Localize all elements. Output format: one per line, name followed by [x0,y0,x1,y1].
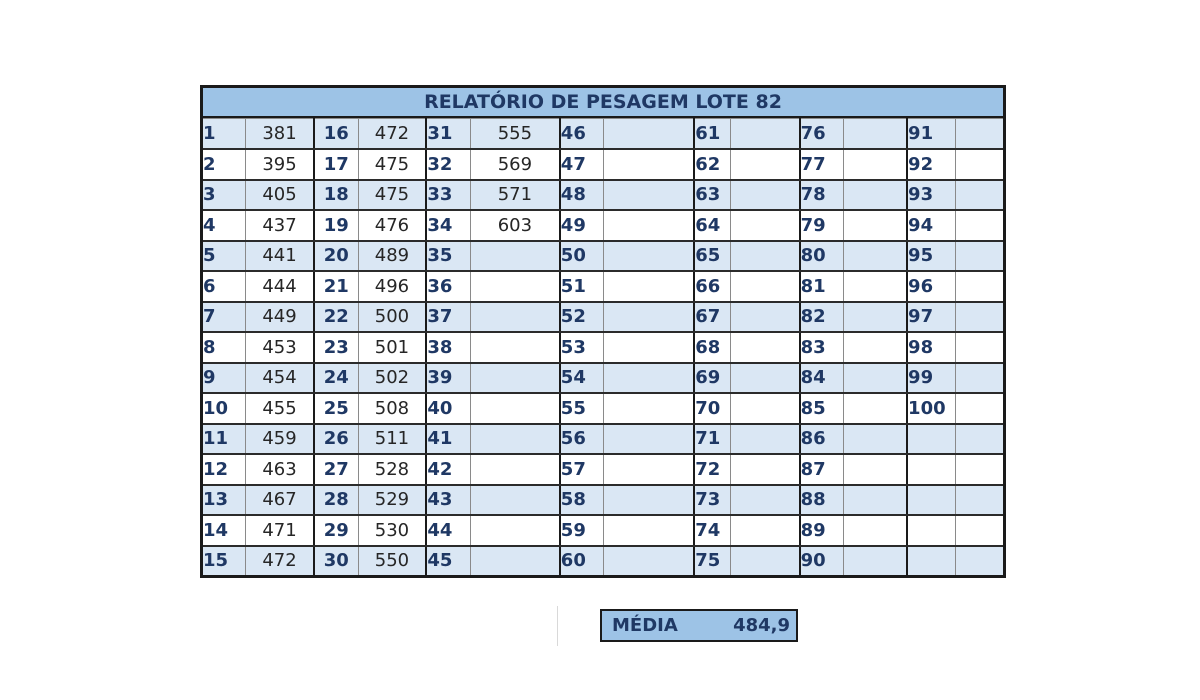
animal-number: 58 [560,485,604,516]
weight-value [955,363,1004,394]
weight-value [955,149,1004,180]
animal-number: 92 [907,149,955,180]
animal-number: 10 [202,393,246,424]
weight-value [470,424,559,455]
average-label: MÉDIA [612,615,678,636]
weight-value: 508 [358,393,426,424]
weight-value: 550 [358,546,426,577]
weight-value [955,119,1004,150]
weight-value [730,393,799,424]
weight-value: 475 [358,180,426,211]
animal-number: 69 [694,363,730,394]
weight-value: 529 [358,485,426,516]
weight-value [844,271,907,302]
animal-number: 30 [314,546,358,577]
animal-number: 24 [314,363,358,394]
animal-number: 57 [560,454,604,485]
animal-number: 64 [694,210,730,241]
table-row [202,241,1005,272]
animal-number: 17 [314,149,358,180]
animal-number: 38 [426,332,470,363]
weight-value [604,454,694,485]
animal-number: 86 [800,424,844,455]
table-row [202,210,1005,241]
animal-number: 37 [426,302,470,333]
weight-value [955,424,1004,455]
table-row [202,119,1005,150]
animal-number: 94 [907,210,955,241]
animal-number: 1 [202,119,246,150]
animal-number: 73 [694,485,730,516]
weight-value: 454 [246,363,314,394]
animal-number: 26 [314,424,358,455]
animal-number: 43 [426,485,470,516]
animal-number: 27 [314,454,358,485]
weight-value [844,119,907,150]
average-value: 484,9 [733,615,790,636]
weight-value [470,363,559,394]
weight-value [604,210,694,241]
animal-number: 52 [560,302,604,333]
animal-number: 9 [202,363,246,394]
animal-number: 97 [907,302,955,333]
weight-value [604,424,694,455]
table-row [202,363,1005,394]
weight-value: 463 [246,454,314,485]
weight-value [604,241,694,272]
animal-number: 42 [426,454,470,485]
weight-value: 453 [246,332,314,363]
weight-value [730,424,799,455]
animal-number: 100 [907,393,955,424]
weight-value [844,546,907,577]
weight-value [955,515,1004,546]
weight-value: 405 [246,180,314,211]
weight-value [955,210,1004,241]
weight-value [844,424,907,455]
table-row [202,302,1005,333]
animal-number: 76 [800,119,844,150]
animal-number: 96 [907,271,955,302]
weight-value [844,302,907,333]
animal-number [907,485,955,516]
animal-number: 36 [426,271,470,302]
animal-number: 18 [314,180,358,211]
animal-number: 21 [314,271,358,302]
weight-value: 475 [358,149,426,180]
weight-value: 472 [246,546,314,577]
animal-number: 3 [202,180,246,211]
animal-number: 54 [560,363,604,394]
animal-number: 48 [560,180,604,211]
animal-number: 16 [314,119,358,150]
weight-value [730,271,799,302]
animal-number: 49 [560,210,604,241]
weight-value [604,149,694,180]
table-row [202,332,1005,363]
animal-number: 41 [426,424,470,455]
animal-number: 31 [426,119,470,150]
weight-value [844,454,907,485]
weight-value [604,393,694,424]
weight-value [604,180,694,211]
weight-value: 381 [246,119,314,150]
weight-value: 472 [358,119,426,150]
weight-value: 500 [358,302,426,333]
animal-number: 19 [314,210,358,241]
animal-number: 79 [800,210,844,241]
table-row [202,393,1005,424]
weight-value: 530 [358,515,426,546]
weight-value: 437 [246,210,314,241]
animal-number: 44 [426,515,470,546]
weight-value: 502 [358,363,426,394]
weight-value: 496 [358,271,426,302]
animal-number: 56 [560,424,604,455]
animal-number: 20 [314,241,358,272]
animal-number: 62 [694,149,730,180]
animal-number: 11 [202,424,246,455]
weight-value [604,546,694,577]
weight-value [844,149,907,180]
animal-number: 87 [800,454,844,485]
animal-number: 4 [202,210,246,241]
weight-value: 471 [246,515,314,546]
animal-number: 8 [202,332,246,363]
animal-number: 84 [800,363,844,394]
animal-number: 15 [202,546,246,577]
animal-number: 23 [314,332,358,363]
animal-number: 88 [800,485,844,516]
table-row [202,424,1005,455]
animal-number: 22 [314,302,358,333]
animal-number [907,546,955,577]
animal-number: 95 [907,241,955,272]
animal-number: 71 [694,424,730,455]
weight-value: 528 [358,454,426,485]
animal-number: 55 [560,393,604,424]
weight-value [955,485,1004,516]
weight-value: 489 [358,241,426,272]
weight-value [604,271,694,302]
animal-number: 89 [800,515,844,546]
weight-value [470,393,559,424]
weight-value: 449 [246,302,314,333]
animal-number: 72 [694,454,730,485]
animal-number: 74 [694,515,730,546]
weight-value [604,332,694,363]
weight-value [955,454,1004,485]
animal-number: 78 [800,180,844,211]
weight-value [470,485,559,516]
weight-value: 511 [358,424,426,455]
weight-value [470,454,559,485]
animal-number: 75 [694,546,730,577]
weight-value: 455 [246,393,314,424]
table-row [202,546,1005,577]
weight-value: 603 [470,210,559,241]
weight-value [730,363,799,394]
animal-number: 32 [426,149,470,180]
animal-number: 50 [560,241,604,272]
weight-value [844,332,907,363]
table-row [202,271,1005,302]
animal-number: 90 [800,546,844,577]
animal-number: 93 [907,180,955,211]
weight-value: 441 [246,241,314,272]
animal-number: 29 [314,515,358,546]
average-box [600,609,798,642]
animal-number: 70 [694,393,730,424]
weight-value [844,393,907,424]
table-row [202,149,1005,180]
weight-value [470,515,559,546]
animal-number: 68 [694,332,730,363]
weight-value [730,119,799,150]
weight-value [730,149,799,180]
weight-value [730,485,799,516]
weight-value: 467 [246,485,314,516]
weight-value: 571 [470,180,559,211]
weight-value [470,302,559,333]
animal-number: 6 [202,271,246,302]
weighing-report-sheet [200,85,1006,578]
animal-number: 34 [426,210,470,241]
weight-value: 476 [358,210,426,241]
animal-number: 67 [694,302,730,333]
animal-number: 5 [202,241,246,272]
animal-number [907,454,955,485]
weight-value [955,332,1004,363]
weight-value [604,485,694,516]
weight-value [730,454,799,485]
weight-value: 459 [246,424,314,455]
animal-number: 2 [202,149,246,180]
weight-value: 555 [470,119,559,150]
weight-value [955,302,1004,333]
weight-value [844,180,907,211]
weight-value [730,515,799,546]
animal-number: 12 [202,454,246,485]
animal-number: 65 [694,241,730,272]
table-row [202,180,1005,211]
weight-value [955,546,1004,577]
animal-number: 99 [907,363,955,394]
animal-number: 80 [800,241,844,272]
weight-value [470,271,559,302]
animal-number: 85 [800,393,844,424]
weight-value [604,363,694,394]
animal-number: 28 [314,485,358,516]
animal-number: 25 [314,393,358,424]
weight-value [955,241,1004,272]
weight-value [955,271,1004,302]
sheet-gridline [557,606,558,646]
table-row [202,485,1005,516]
weight-value [470,332,559,363]
animal-number: 53 [560,332,604,363]
animal-number: 59 [560,515,604,546]
weight-value [844,363,907,394]
animal-number: 13 [202,485,246,516]
animal-number: 35 [426,241,470,272]
animal-number: 98 [907,332,955,363]
weight-value [730,546,799,577]
weight-value [604,302,694,333]
animal-number: 40 [426,393,470,424]
table-row [202,454,1005,485]
animal-number [907,515,955,546]
weights-table [200,118,1006,578]
weight-value [730,332,799,363]
animal-number: 33 [426,180,470,211]
animal-number: 39 [426,363,470,394]
animal-number [907,424,955,455]
weight-value: 395 [246,149,314,180]
animal-number: 81 [800,271,844,302]
weight-value [730,241,799,272]
weight-value [844,210,907,241]
animal-number: 77 [800,149,844,180]
weight-value [730,210,799,241]
animal-number: 46 [560,119,604,150]
animal-number: 47 [560,149,604,180]
report-title: RELATÓRIO DE PESAGEM LOTE 82 [200,85,1006,118]
weight-value [955,393,1004,424]
animal-number: 91 [907,119,955,150]
weight-value [844,241,907,272]
animal-number: 83 [800,332,844,363]
animal-number: 14 [202,515,246,546]
weight-value [470,241,559,272]
animal-number: 63 [694,180,730,211]
weight-value [844,485,907,516]
weight-value: 569 [470,149,559,180]
weight-value [730,180,799,211]
weight-value [730,302,799,333]
animal-number: 82 [800,302,844,333]
weight-value: 444 [246,271,314,302]
weight-value [604,515,694,546]
weight-value [844,515,907,546]
animal-number: 60 [560,546,604,577]
table-row [202,515,1005,546]
animal-number: 61 [694,119,730,150]
weight-value: 501 [358,332,426,363]
weight-value [604,119,694,150]
animal-number: 7 [202,302,246,333]
animal-number: 51 [560,271,604,302]
weight-value [470,546,559,577]
animal-number: 66 [694,271,730,302]
animal-number: 45 [426,546,470,577]
weight-value [955,180,1004,211]
